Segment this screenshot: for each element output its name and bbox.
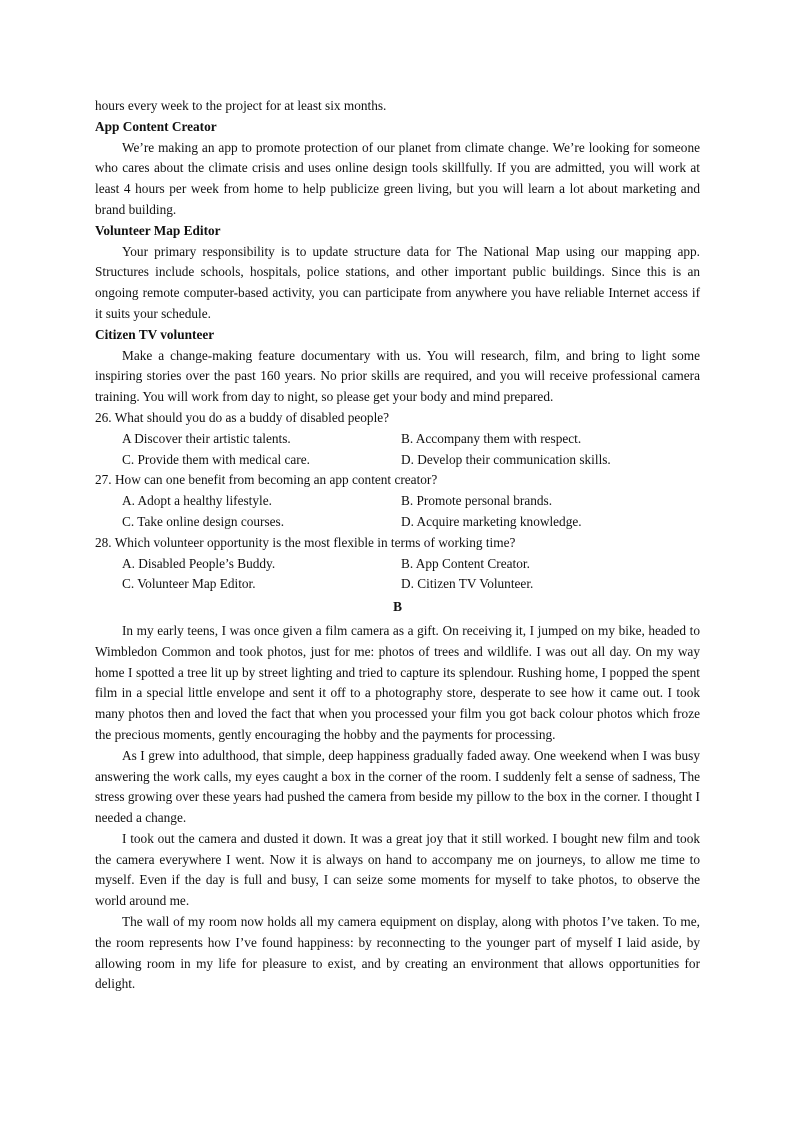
passage-paragraph: As I grew into adulthood, that simple, deep happiness gradually faded away. One weekend when I was busy answering the work calls, my eyes caught a box in the corner of the room. I suddenly felt a sense of sadness, The stress growing over these years had pushed the camera from beside my pillow to the box in the corner. I thought I needed a change. [95, 747, 700, 826]
document-page [95, 96, 700, 995]
opportunity-title: Volunteer Map Editor [95, 222, 221, 238]
question-options [95, 491, 700, 533]
option-b: B. Accompany them with respect. [401, 430, 582, 446]
intro-line: hours every week to the project for at least six months. [95, 98, 387, 113]
option-a: A. Disabled People’s Buddy. [122, 555, 276, 571]
question-stem: 28. Which volunteer opportunity is the most flexible in terms of working time? [95, 534, 516, 550]
opportunity-title: Citizen TV volunteer [95, 326, 215, 342]
opportunity-app-content-creator [95, 117, 700, 221]
opportunity-volunteer-map-editor [95, 221, 700, 325]
passage-paragraph: I took out the camera and dusted it down. It was a great joy that it still worked. I bought new film and took the camera everywhere I went. Now it is always on hand to accompany me on journeys, to allow me time to myself. Even if the day is full and busy, I can seize some moments for myself to take photos, to observe the world around me. [95, 830, 700, 909]
option-c: C. Provide them with medical care. [122, 451, 310, 467]
question-28 [95, 533, 700, 595]
option-d: D. Citizen TV Volunteer. [401, 576, 534, 592]
section-b-passage [95, 621, 700, 995]
question-27 [95, 470, 700, 532]
option-c: C. Volunteer Map Editor. [122, 576, 256, 592]
section-b-label: B [393, 599, 402, 615]
question-stem: 27. How can one benefit from becoming an app content creator? [95, 472, 438, 488]
option-a: A. Adopt a healthy lifestyle. [122, 493, 272, 509]
option-d: D. Acquire marketing knowledge. [401, 513, 582, 529]
opportunity-text: Your primary responsibility is to update structure data for The National Map using our mapping app. Structures include schools, hospitals, police stations, and other important public buildings. Since this is an ongoing remote computer-based activity, you can participate from anywhere you have reliable Internet access if it suits your schedule. [95, 243, 700, 321]
option-b: B. Promote personal brands. [401, 493, 553, 509]
question-26 [95, 408, 700, 470]
option-c: C. Take online design courses. [122, 513, 285, 529]
question-options [95, 429, 700, 471]
option-a: A Discover their artistic talents. [122, 430, 291, 446]
opportunity-text: We’re making an app to promote protection of our planet from climate change. We’re looking for someone who cares about the climate crisis and uses online design tools skillfully. If you are admitted, you will work at least 4 hours per week from home to help publicize green living, but you will learn a lot about marketing and brand building. [95, 139, 700, 217]
opportunity-text: Make a change-making feature documentary with us. You will research, film, and bring to light some inspiring stories over the past 160 years. No prior skills are required, and you will receive professional camera training. You will work from day to night, so please get your body and mind prepared. [95, 347, 700, 405]
opportunity-title: App Content Creator [95, 118, 217, 134]
option-b: B. App Content Creator. [401, 555, 530, 571]
passage-paragraph: The wall of my room now holds all my camera equipment on display, along with photos I’ve taken. To me, the room represents how I’ve found happiness: by reconnecting to the younger part of myself I laid aside, by allowing room in my life for pleasure to exist, and by creating an environment that allows opportunities for delight. [95, 914, 700, 992]
passage-paragraph: In my early teens, I was once given a film camera as a gift. On receiving it, I jumped on my bike, headed to Wimbledon Common and took photos, just for me: photos of trees and wildlife. I was out all day. On my way home I spotted a tree lit up by street lighting and tried to capture its splendour. Rushing home, I popped the spent film in a special little envelope and sent it off to a photography store, desperate to see how it came out. I took many photos then and loved the fact that when you processed your film you got back colour photos which froze the precious moments, gently encouraging the hobby and the payments for processing. [95, 622, 700, 742]
opportunity-citizen-tv-volunteer [95, 325, 700, 408]
question-stem: 26. What should you do as a buddy of disabled people? [95, 409, 390, 425]
option-d: D. Develop their communication skills. [401, 451, 611, 467]
question-options [95, 554, 700, 596]
